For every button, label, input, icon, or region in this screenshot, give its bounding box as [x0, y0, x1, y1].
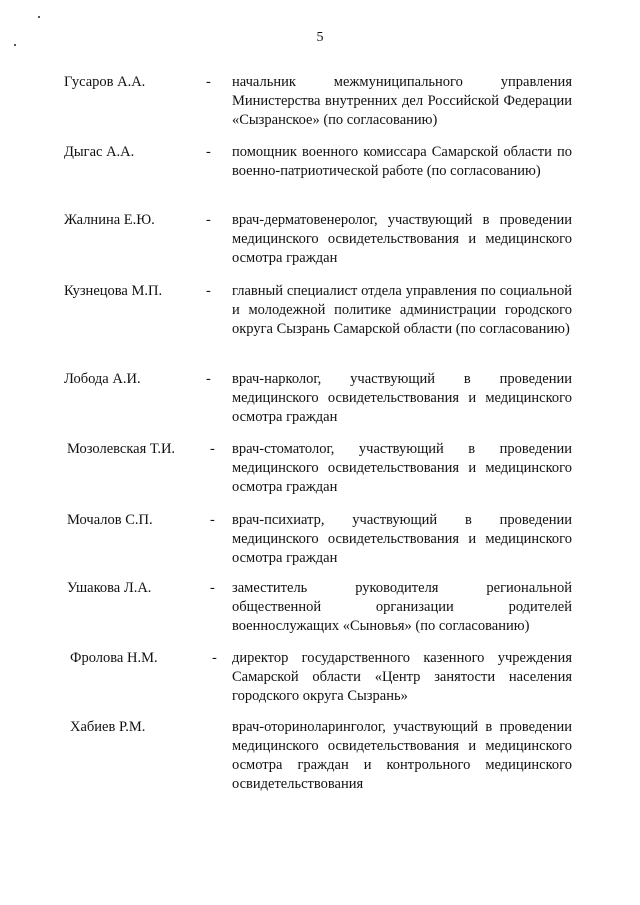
member-name: Лобода А.И. — [64, 371, 141, 387]
member-position: врач-нарколог, участвующий в проведении медицинского освидетельствования и медицинского осмотра граждан — [232, 371, 572, 425]
member-position: заместитель руководителя региональной общественной организации родителей военнослужащих «Сыновья» (по согласованию) — [232, 580, 572, 634]
page-number: 5 — [316, 30, 324, 45]
dash-separator: - — [212, 650, 217, 666]
member-name: Ушакова Л.А. — [67, 580, 152, 596]
member-name: Гусаров А.А. — [64, 74, 146, 90]
member-position: врач-оториноларинголог, участвующий в проведении медицинского освидетельствования и медицинского осмотра граждан и контрольного медицинского освидетельствования — [232, 719, 572, 792]
member-name: Мочалов С.П. — [67, 512, 153, 528]
dash-separator: - — [206, 371, 211, 387]
member-position: директор государственного казенного учреждения Самарской области «Центр занятости населения городского округа Сызрань» — [232, 650, 572, 704]
member-position: врач-психиатр, участвующий в проведении медицинского освидетельствования и медицинского осмотра граждан — [232, 512, 572, 566]
member-position: главный специалист отдела управления по социальной и молодежной политике администрации городского округа Сызрань Самарской области (по согласованию) — [232, 283, 572, 337]
dash-separator: - — [210, 580, 215, 596]
member-position: помощник военного комиссара Самарской области по военно-патриотической работе (по согласованию) — [232, 144, 572, 179]
member-position: врач-стоматолог, участвующий в проведении медицинского освидетельствования и медицинского осмотра граждан — [232, 441, 572, 495]
dash-separator: - — [206, 144, 211, 160]
member-position: начальник межмуниципального управления Министерства внутренних дел Российской Федерации «Сызранское» (по согласованию) — [232, 74, 572, 128]
member-name: Кузнецова М.П. — [64, 283, 163, 299]
dash-separator: - — [210, 512, 215, 528]
dash-separator: - — [210, 441, 215, 457]
dash-separator: - — [206, 212, 211, 228]
dash-separator: - — [206, 283, 211, 299]
member-name: Мозолевская Т.И. — [67, 441, 176, 457]
member-name: Хабиев Р.М. — [70, 719, 146, 735]
dash-separator: - — [206, 74, 211, 90]
member-name: Фролова Н.М. — [70, 650, 158, 666]
member-position: врач-дерматовенеролог, участвующий в проведении медицинского освидетельствования и медицинского осмотра граждан — [232, 212, 572, 266]
member-name: Жалнина Е.Ю. — [64, 212, 155, 228]
scan-speck — [38, 16, 40, 18]
member-name: Дыгас А.А. — [64, 144, 135, 160]
